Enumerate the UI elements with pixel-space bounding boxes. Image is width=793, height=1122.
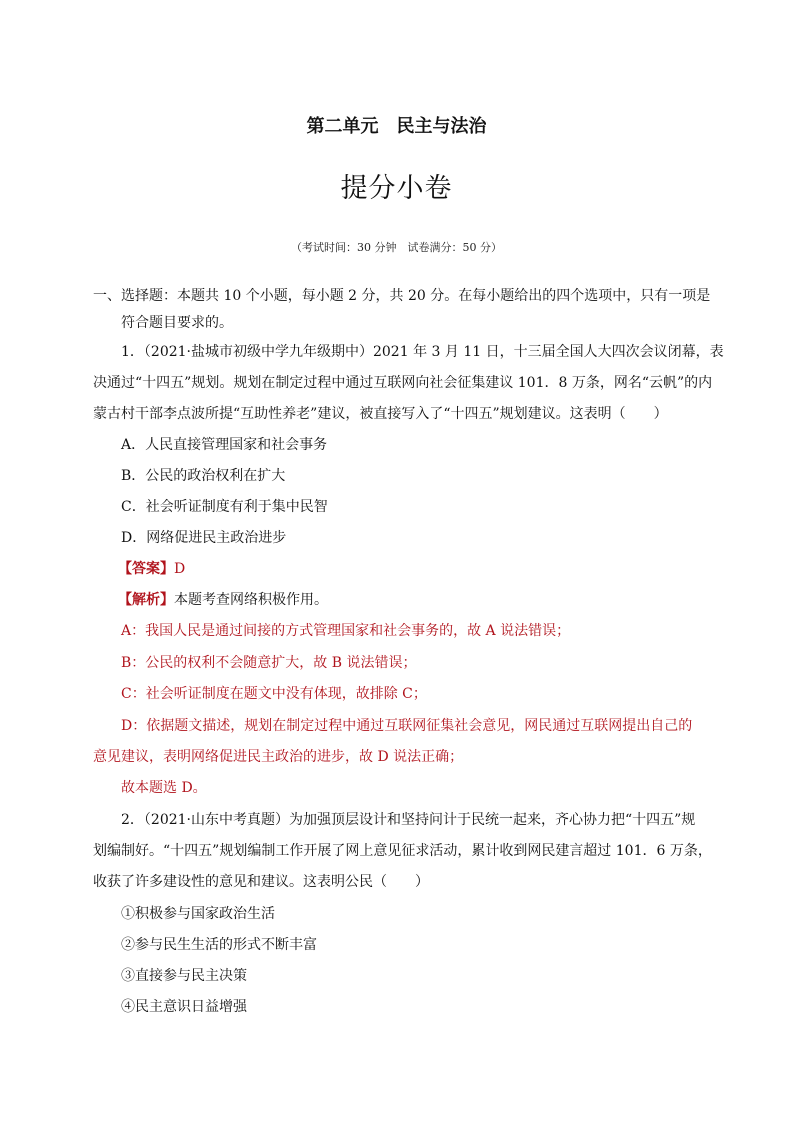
question-stem: 1．（2021·盐城市初级中学九年级期中）2021 年 3 月 11 日，十三届全国人大四次会议闭幕，表 [121, 344, 724, 360]
question-stem: 划编制好。“十四五”规划编制工作开展了网上意见征求活动，累计收到网民建言超过 101．6 万条， [93, 843, 712, 859]
unit-title-number: 第二单元 [306, 116, 379, 137]
statement-1: ①积极参与国家政治生活 [121, 906, 275, 922]
section-heading-cont: 符合题目要求的。 [121, 315, 233, 331]
analysis-item: 意见建议，表明网络促进民主政治的进步，故 D 说法正确； [93, 749, 464, 765]
question-stem: 2．（2021·山东中考真题）为加强顶层设计和坚持问计于民统一起来，齐心协力把“十四五”规 [121, 812, 696, 828]
analysis-text: 本题考查网络积极作用。 [174, 592, 328, 608]
analysis-item: C：社会听证制度在题文中没有体现，故排除 C； [121, 686, 427, 702]
unit-title-topic: 民主与法治 [396, 116, 487, 137]
analysis-tag: 【解析】 [118, 592, 174, 608]
question-stem: 蒙古村干部李点波所提“互助性养老”建议，被直接写入了“十四五”规划建议。这表明（ ） [93, 406, 668, 422]
option-c: C．社会听证制度有利于集中民智 [121, 499, 328, 515]
answer-value: D [174, 561, 186, 577]
answer-line [118, 560, 185, 578]
option-b: B．公民的政治权利在扩大 [121, 468, 286, 484]
unit-title [0, 116, 793, 138]
page-title: 提分小卷 [340, 173, 453, 204]
analysis-item: D：依据题文描述，规划在制定过程中通过互联网征集社会意见，网民通过互联网提出自己的 [121, 718, 693, 734]
question-stem: 决通过“十四五”规划。规划在制定过程中通过互联网向社会征集建议 101．8 万条，网名“云帆”的内 [93, 375, 713, 391]
statement-3: ③直接参与民主决策 [121, 968, 247, 984]
analysis-item: B：公民的权利不会随意扩大，故 B 说法错误； [121, 655, 417, 671]
section-heading: 一、选择题：本题共 10 个小题，每小题 2 分，共 20 分。在每小题给出的四个选项中，只有一项是 [93, 288, 711, 304]
analysis-item: A：我国人民是通过间接的方式管理国家和社会事务的，故 A 说法错误； [121, 623, 571, 639]
statement-2: ②参与民生生活的形式不断丰富 [121, 937, 317, 953]
statement-4: ④民主意识日益增强 [121, 999, 247, 1015]
conclusion: 故本题选 D。 [121, 780, 207, 796]
exam-info: （考试时间：30 分钟 试卷满分：50 分） [291, 241, 502, 254]
answer-tag: 【答案】 [118, 561, 174, 577]
option-d: D．网络促进民主政治进步 [121, 530, 287, 546]
option-a: A．人民直接管理国家和社会事务 [121, 437, 328, 453]
analysis-line [118, 591, 328, 609]
question-stem: 收获了许多建设性的意见和建议。这表明公民（ ） [93, 874, 429, 890]
